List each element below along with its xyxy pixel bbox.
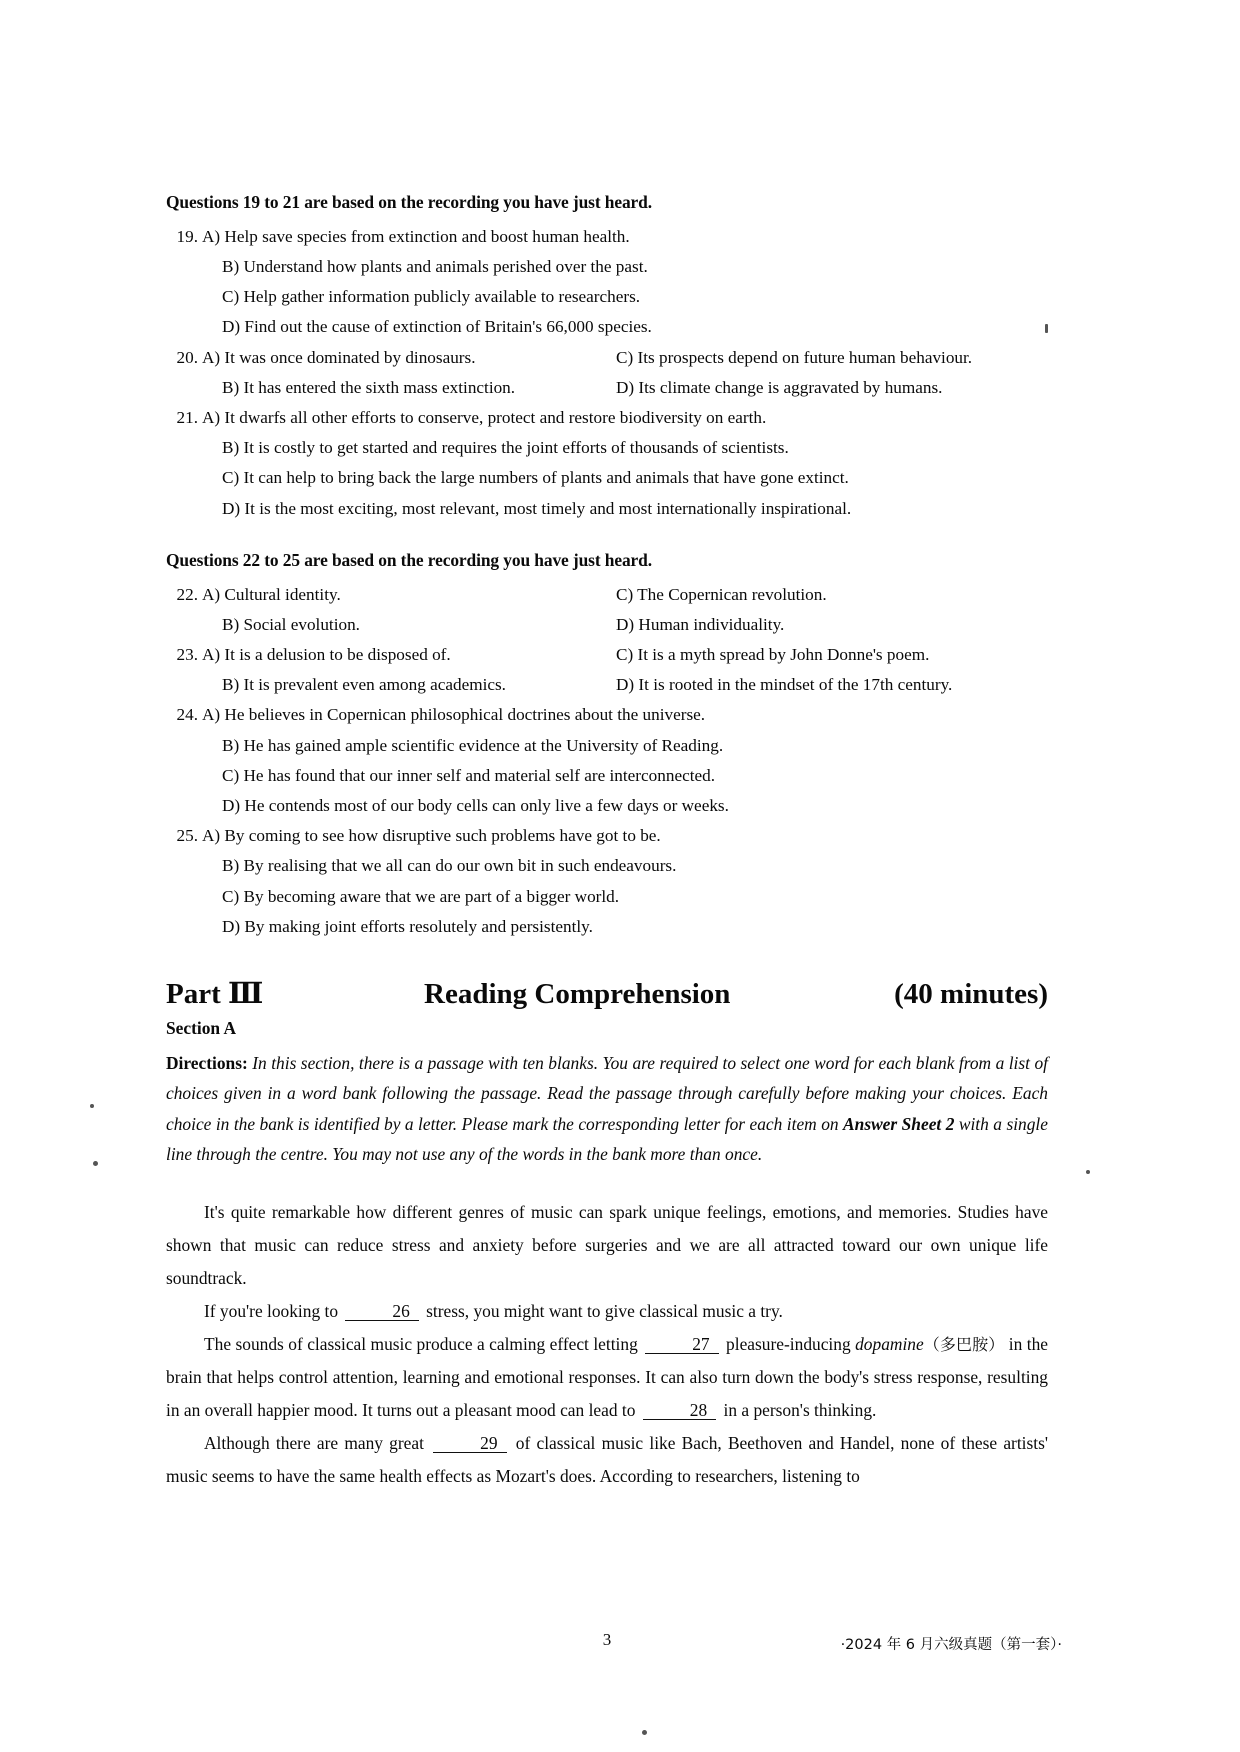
questions-22-25-heading: Questions 22 to 25 are based on the recording you have just heard. <box>166 549 652 570</box>
passage-text: of classical music like Bach, Beethoven and Handel, none of these artists' music seems to have the same health effects as Mozart's does. According to researchers, listening to <box>166 1432 1048 1486</box>
question-number: 24. <box>176 705 198 725</box>
passage-text: in a person's thinking. <box>719 1399 877 1420</box>
section-gap <box>166 524 1048 550</box>
scan-speckle <box>90 1104 94 1108</box>
option-row <box>166 282 1048 312</box>
passage-text: pleasure-inducing <box>721 1333 856 1354</box>
passage-text: stress, you might want to give classical music a try. <box>421 1300 783 1321</box>
passage-paragraph-3 <box>166 1328 1048 1427</box>
option-left <box>166 610 616 640</box>
passage-text: in the brain that helps control attention, learning and emotional responses. It can also turn down the body's stress response, resulting in an overall happier mood. It turns out a pleasant mood can lead to <box>166 1333 1048 1420</box>
option-text[interactable]: A) He believes in Copernican philosophical doctrines about the universe. <box>202 705 706 725</box>
option-row <box>166 494 1048 524</box>
question-21 <box>166 403 1048 524</box>
option-left <box>166 343 616 373</box>
exam-source-note: ·2024 年 6 月六级真题（第一套）· <box>840 1637 1062 1653</box>
option-row <box>166 433 1048 463</box>
part-label: Part Ⅲ <box>166 977 264 1010</box>
question-number: 20. <box>176 347 198 367</box>
scan-speckle <box>642 1730 647 1735</box>
blank-28[interactable]: 28 <box>643 1401 716 1420</box>
questions-19-21-heading: Questions 19 to 21 are based on the recording you have just heard. <box>166 192 652 212</box>
option-text[interactable]: C) He has found that our inner self and material self are interconnected. <box>222 765 715 785</box>
option-text[interactable]: A) It was once dominated by dinosaurs. <box>202 347 476 367</box>
option-row <box>166 761 1048 791</box>
option-left <box>166 670 616 700</box>
question-20 <box>166 343 1048 403</box>
reading-passage <box>166 1196 1048 1493</box>
question-25 <box>166 821 1048 942</box>
option-text[interactable]: B) It is costly to get started and requires the joint efforts of thousands of scientists. <box>222 438 789 458</box>
passage-text: Although there are many great <box>204 1432 431 1453</box>
option-row <box>166 700 1048 730</box>
page-content <box>166 192 1048 1493</box>
question-number: 23. <box>176 644 198 664</box>
option-row <box>166 403 1048 433</box>
option-row <box>166 463 1048 493</box>
option-text[interactable]: A) Cultural identity. <box>202 584 341 604</box>
directions-text-part1: In this section, there is a passage with ten blanks. You are required to select one word for each blank from a list of choices given in a word bank following the passage. Read the passage through carefully before making your choices. Each choice in the bank is identified by a letter. Please mark the corresponding letter for each item on <box>166 1052 1048 1134</box>
question-23 <box>166 640 1048 700</box>
option-text[interactable]: C) It can help to bring back the large numbers of plants and animals that have gone extinct. <box>222 468 849 488</box>
option-row <box>166 670 1048 700</box>
option-row <box>166 373 1048 403</box>
directions-text-part2: with a single line through the centre. You may not use any of the words in the bank more than once. <box>166 1113 1048 1165</box>
option-row <box>166 640 1048 670</box>
part-time-limit: (40 minutes) <box>894 977 1048 1010</box>
passage-paragraph-2 <box>166 1295 1048 1328</box>
option-text[interactable]: B) Understand how plants and animals perished over the past. <box>222 256 648 276</box>
option-row <box>166 610 1048 640</box>
option-text[interactable]: A) It dwarfs all other efforts to conserve, protect and restore biodiversity on earth. <box>202 407 767 427</box>
option-text[interactable]: A) It is a delusion to be disposed of. <box>202 644 451 664</box>
option-text[interactable]: A) By coming to see how disruptive such problems have got to be. <box>202 826 661 846</box>
option-row <box>166 252 1048 282</box>
directions-paragraph <box>166 1048 1048 1170</box>
option-row <box>166 851 1048 881</box>
option-text[interactable]: D) Find out the cause of extinction of Britain's 66,000 species. <box>222 317 652 337</box>
question-19 <box>166 222 1048 343</box>
option-text[interactable]: B) Social evolution. <box>222 614 360 634</box>
option-text[interactable]: C) Its prospects depend on future human behaviour. <box>616 347 973 367</box>
passage-text: If you're looking to <box>204 1300 343 1321</box>
option-row <box>166 882 1048 912</box>
question-24 <box>166 700 1048 821</box>
option-text[interactable]: B) He has gained ample scientific evidence at the University of Reading. <box>222 735 724 755</box>
chinese-gloss: （多巴胺） <box>923 1334 1005 1354</box>
passage-paragraph-1: It's quite remarkable how different genres of music can spark unique feelings, emotions, and memories. Studies have shown that music can reduce stress and anxiety before surgeries and we are all attracted toward our own unique life soundtrack. <box>166 1201 1048 1288</box>
blank-27[interactable]: 27 <box>645 1335 718 1354</box>
option-row <box>166 580 1048 610</box>
option-text[interactable]: B) By realising that we all can do our own bit in such endeavours. <box>222 856 677 876</box>
blank-29[interactable]: 29 <box>433 1434 506 1453</box>
option-row <box>166 912 1048 942</box>
option-text[interactable]: A) Help save species from extinction and boost human health. <box>202 226 630 246</box>
answer-sheet-reference: Answer Sheet 2 <box>843 1113 955 1134</box>
option-text[interactable]: C) It is a myth spread by John Donne's poem. <box>616 644 930 664</box>
option-row <box>166 343 1048 373</box>
page-number: 3 <box>602 1630 612 1649</box>
option-row <box>166 791 1048 821</box>
option-text[interactable]: D) He contends most of our body cells can only live a few days or weeks. <box>222 795 729 815</box>
question-22 <box>166 580 1048 640</box>
option-text[interactable]: C) The Copernican revolution. <box>616 584 827 604</box>
part-title: Reading Comprehension <box>424 977 731 1010</box>
scan-speckle <box>93 1161 98 1166</box>
directions-label: Directions: <box>166 1052 248 1073</box>
glossed-term-dopamine: dopamine <box>855 1333 924 1354</box>
option-text[interactable]: D) It is rooted in the mindset of the 17th century. <box>616 675 953 695</box>
section-a-label: Section A <box>166 1017 237 1038</box>
option-text[interactable]: C) Help gather information publicly available to researchers. <box>222 287 641 307</box>
option-text[interactable]: D) It is the most exciting, most relevant, most timely and most internationally inspirational. <box>222 498 852 518</box>
option-text[interactable]: B) It has entered the sixth mass extinction. <box>222 377 516 397</box>
option-text[interactable]: B) It is prevalent even among academics. <box>222 675 506 695</box>
option-row <box>166 731 1048 761</box>
question-number: 21. <box>176 407 198 427</box>
option-row <box>166 312 1048 342</box>
option-text[interactable]: C) By becoming aware that we are part of a bigger world. <box>222 886 620 906</box>
option-row <box>166 222 1048 252</box>
blank-26[interactable]: 26 <box>345 1302 418 1321</box>
passage-paragraph-4 <box>166 1427 1048 1493</box>
part-3-heading <box>166 976 1048 1011</box>
question-number: 25. <box>176 826 198 846</box>
option-left <box>166 580 616 610</box>
question-number: 22. <box>176 584 198 604</box>
option-text[interactable]: D) Human individuality. <box>616 614 785 634</box>
option-left <box>166 373 616 403</box>
passage-text: The sounds of classical music produce a calming effect letting <box>204 1333 643 1354</box>
option-text[interactable]: D) Its climate change is aggravated by humans. <box>616 377 943 397</box>
scan-speckle <box>1086 1170 1090 1174</box>
question-number: 19. <box>176 226 198 246</box>
option-left <box>166 640 616 670</box>
option-text[interactable]: D) By making joint efforts resolutely and persistently. <box>222 916 593 936</box>
option-row <box>166 821 1048 851</box>
